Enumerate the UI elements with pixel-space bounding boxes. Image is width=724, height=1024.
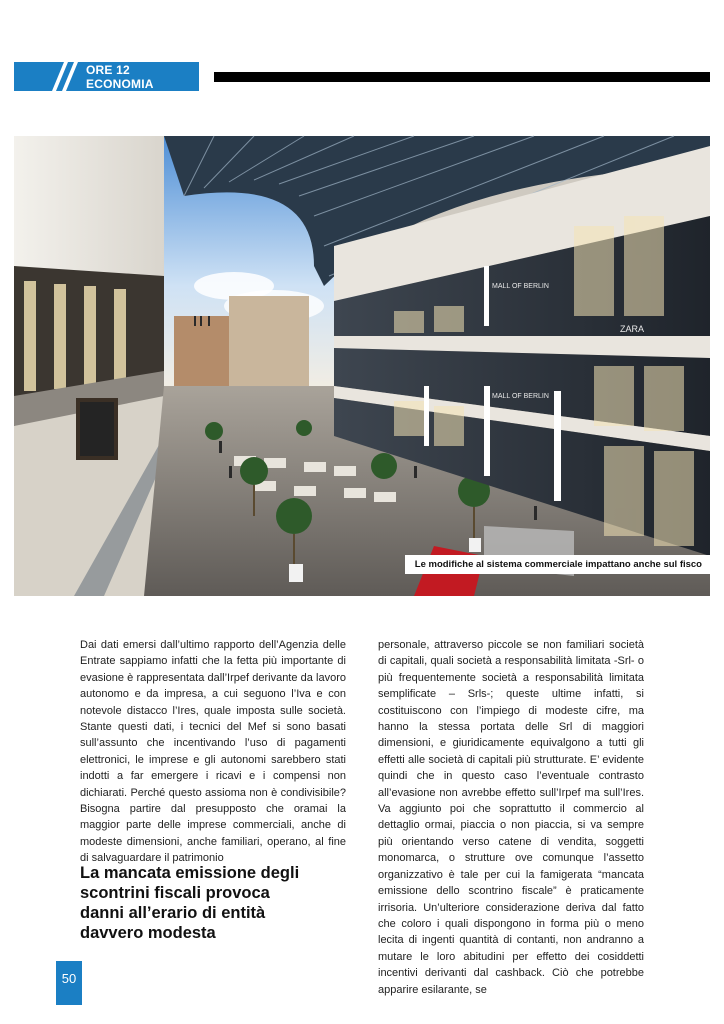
- section-tag: [14, 62, 199, 91]
- section-label: ORE 12 ECONOMIA: [86, 62, 154, 91]
- page-number: 50: [56, 961, 82, 1005]
- article-column-left: Dai dati emersi dall’ultimo rapporto dell’Agenzia delle Entrate sappiamo infatti che la fetta più importante di evasione è rappresentata dall’Irpef derivante da lavoro autonomo e da impresa, a cui seguono l’Iva e con notevole distacco l’Ires, quale imposta sulle società. Stante questi dati, i tecnici del Mef si sono basati sull’assunto che incentivando l’uso di pagamenti elettronici, le imprese e gli autonomi sarebbero stati indotti a far emergere i ricavi e i compensi non dichiarati. Perché questo assioma non è condivisibile? Bisogna partire dal presupposto che oramai la maggior parte delle imprese commerciali, anche di modeste dimensioni, anche familiari, operano, al fine di salvaguardare il patrimonio: [80, 639, 346, 865]
- photo-caption: Le modifiche al sistema commerciale impattano anche sul fisco: [405, 555, 710, 574]
- storefront-sign: MALL OF BERLIN: [492, 283, 549, 290]
- storefront-sign: ZARA: [620, 324, 645, 334]
- header-rule: [214, 72, 710, 82]
- pull-quote: La mancata emissione degli scontrini fiscali provoca danni all’erario di entità davvero modesta: [80, 864, 300, 942]
- mall-photo: [14, 136, 710, 596]
- stripes-decoration-icon: [44, 62, 84, 91]
- article-column-right: personale, attraverso piccole se non familiari società di capitali, quali società a responsabilità limitata -Srl- o più frequentemente società a responsabilità limitata semplificate – Srls-; queste ultime infatti, si costituiscono con l’impiego di modeste cifre, ma hanno la stessa portata delle Srl di maggiori dimensioni, e giuridicamente equivalgono a tutti gli effetti alle società di capitali più strutturate. E’ evidente quindi che in questo caso l’eventuale contrasto all’evasione non avrebbe effetto sull’Irpef ma sull’Ires. Va aggiunto poi che soprattutto il commercio al dettaglio ormai, piaccia o non piaccia, si va sempre più orientando verso catene di vendita, soggetti monomarca, o strutture ove comunque l’assetto organizzativo è tale per cui la famigerata “mancata emissione dello scontrino fiscale” è praticamente irrisoria. Un’ulteriore considerazione deriva dal fatto che coloro i quali dispongono in forma più o meno lecita di ingenti quantità di contanti, non andranno a mutare le loro abitudini per effetto dei cosiddetti incentivi derivanti dal cashback. Ciò che potrebbe apparire esilarante, se: [378, 639, 644, 996]
- storefront-sign: MALL OF BERLIN: [492, 393, 549, 400]
